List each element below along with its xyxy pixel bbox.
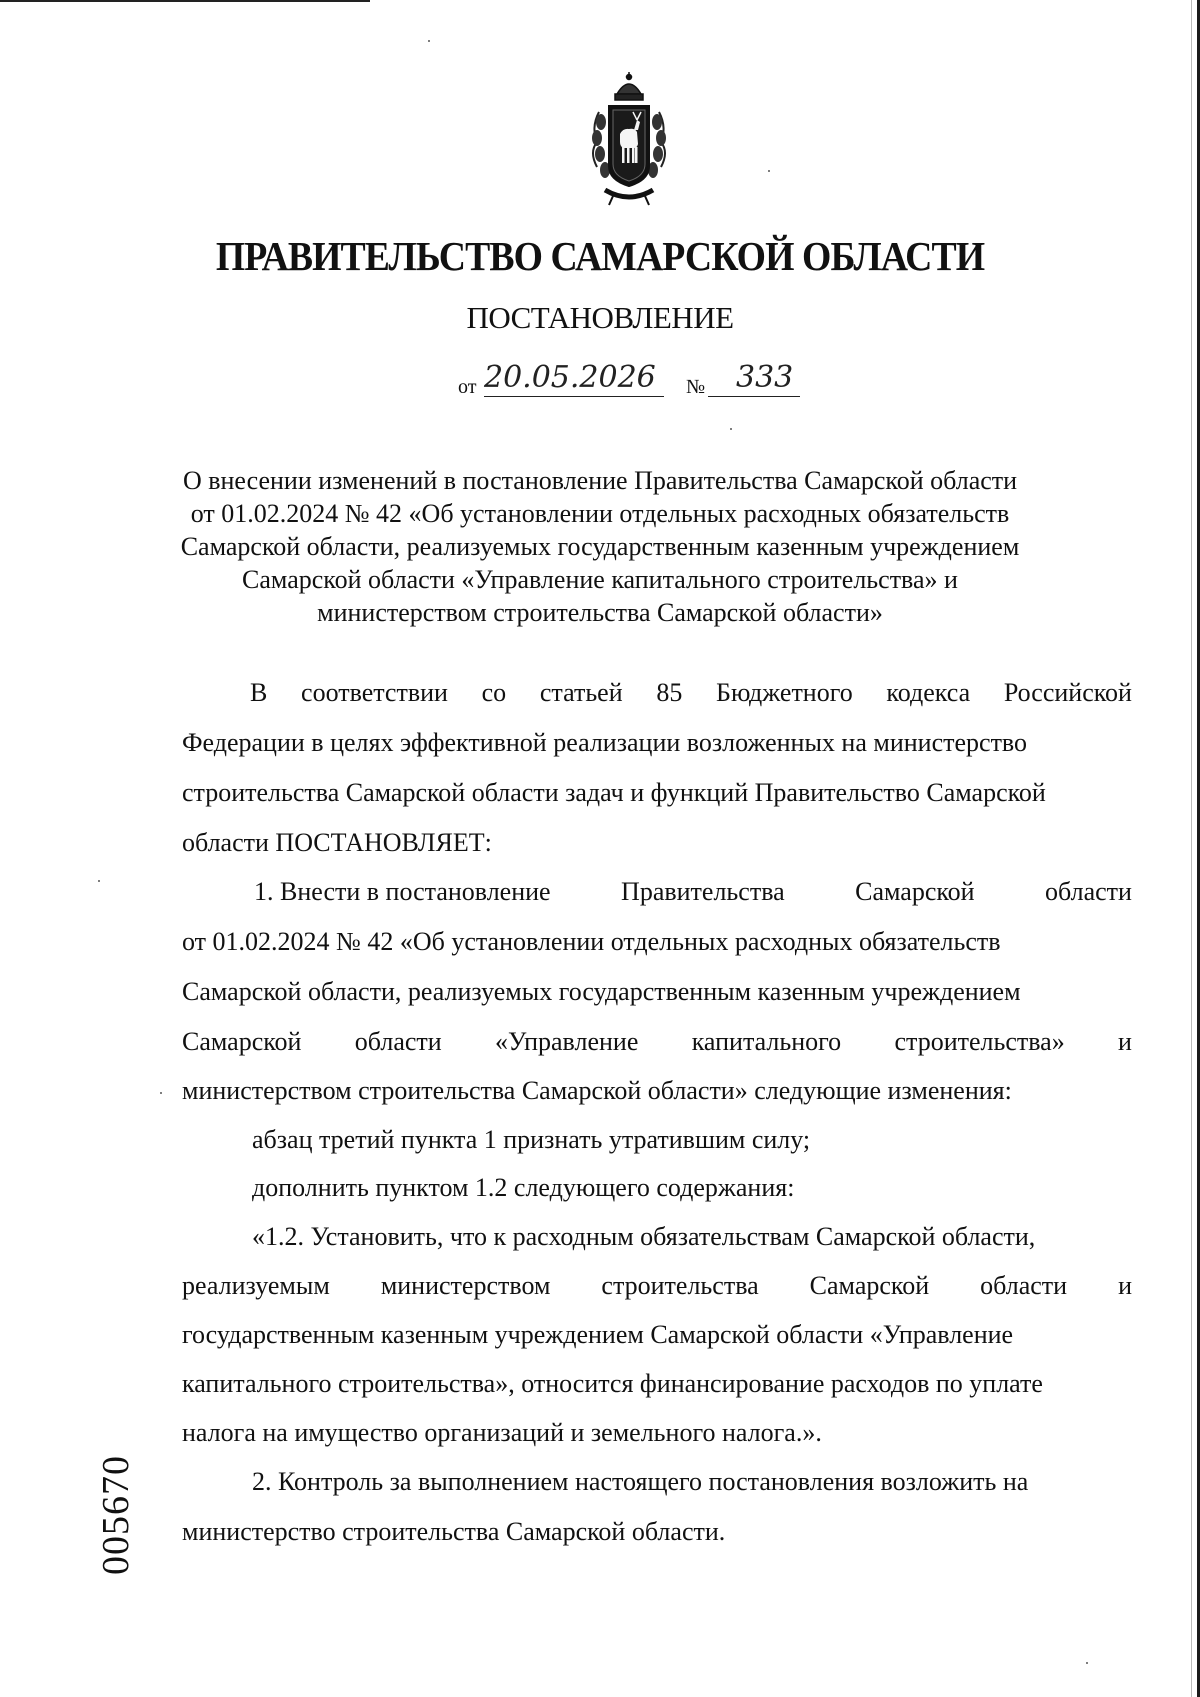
- scan-speck: [160, 1092, 162, 1094]
- preamble-line-2: Федерации в целях эффективной реализации возложенных на министерство: [182, 728, 1028, 757]
- word: со: [481, 678, 507, 707]
- word: строительства»: [894, 1027, 1065, 1056]
- word: Самарской: [182, 1027, 302, 1056]
- scan-speck: [768, 170, 770, 172]
- word: кодекса: [886, 678, 971, 707]
- subject-line: Самарской области «Управление капитального строительства» и: [242, 565, 958, 594]
- document-date: 20.05.2026: [484, 360, 664, 397]
- government-title: ПРАВИТЕЛЬСТВО САМАРСКОЙ ОБЛАСТИ: [215, 233, 985, 279]
- word: Правительства: [621, 877, 785, 906]
- subject-line: О внесении изменений в постановление Правительства Самарской области: [182, 466, 1018, 495]
- word: капитального: [691, 1027, 842, 1056]
- amendment-2: дополнить пунктом 1.2 следующего содержания:: [252, 1173, 795, 1202]
- document-reference: [458, 360, 858, 400]
- document-number: 333: [708, 360, 800, 397]
- word: 85: [656, 678, 683, 707]
- subject-line: Самарской области, реализуемых государственным казенным учреждением: [180, 532, 1020, 561]
- number-label: №: [686, 376, 706, 398]
- scan-speck: [428, 40, 430, 42]
- word: и: [1118, 1271, 1132, 1300]
- word: министерством: [380, 1271, 551, 1300]
- word: В: [250, 678, 268, 707]
- word: 1. Внести в постановление: [254, 877, 551, 906]
- item1-line-3: Самарской области, реализуемых государственным казенным учреждением: [182, 977, 1021, 1006]
- word: Самарской: [809, 1271, 930, 1300]
- subject-line: от 01.02.2024 № 42 «Об установлении отдельных расходных обязательств: [190, 499, 1010, 528]
- word: строительства: [601, 1271, 759, 1300]
- side-registration-number: 005670: [95, 1455, 137, 1575]
- document-subject: [140, 464, 1060, 629]
- item1-line-2: от 01.02.2024 № 42 «Об установлении отдельных расходных обязательств: [182, 927, 1001, 956]
- quote-line-5: налога на имущество организаций и земельного налога.».: [182, 1418, 822, 1447]
- subject-line: министерством строительства Самарской области»: [317, 598, 883, 627]
- word: и: [1118, 1027, 1132, 1056]
- scan-speck: [98, 880, 100, 882]
- quote-line-1: «1.2. Установить, что к расходным обязательствам Самарской области,: [252, 1222, 1036, 1251]
- preamble-line-3: строительства Самарской области задач и функций Правительство Самарской: [182, 778, 1046, 807]
- quote-line-2: [182, 1271, 1132, 1301]
- item2-line-2: министерство строительства Самарской области.: [182, 1517, 726, 1546]
- word: реализуемым: [182, 1271, 330, 1300]
- scan-edge-right-inner: [1191, 0, 1192, 1697]
- scan-edge-top: [0, 0, 370, 2]
- date-label: от: [458, 376, 477, 398]
- word: соответствии: [301, 678, 448, 707]
- preamble-line-4: области ПОСТАНОВЛЯЕТ:: [182, 828, 492, 857]
- document-type: ПОСТАНОВЛЕНИЕ: [466, 300, 734, 335]
- amendment-1: абзац третий пункта 1 признать утратившим силу;: [252, 1125, 811, 1154]
- word: Самарской: [855, 877, 975, 906]
- word: «Управление: [494, 1027, 639, 1056]
- preamble-line-1: [250, 678, 1132, 708]
- scan-speck: [1086, 1662, 1088, 1664]
- word: Бюджетного: [716, 678, 853, 707]
- scan-speck: [730, 428, 732, 430]
- quote-line-3: государственным казенным учреждением Самарской области «Управление: [182, 1320, 1014, 1349]
- word: области: [354, 1027, 442, 1056]
- word: области: [1045, 877, 1132, 906]
- item1-line-4: [182, 1027, 1132, 1057]
- word: области: [980, 1271, 1068, 1300]
- item1-line-1: [254, 877, 1132, 907]
- quote-line-4: капитального строительства», относится финансирование расходов по уплате: [182, 1369, 1043, 1398]
- item2-line-1: 2. Контроль за выполнением настоящего постановления возложить на: [252, 1467, 1029, 1496]
- word: статьей: [539, 678, 623, 707]
- item1-line-5: министерством строительства Самарской области» следующие изменения:: [182, 1076, 1012, 1105]
- word: Российской: [1003, 678, 1132, 707]
- coat-of-arms-emblem: [587, 72, 671, 207]
